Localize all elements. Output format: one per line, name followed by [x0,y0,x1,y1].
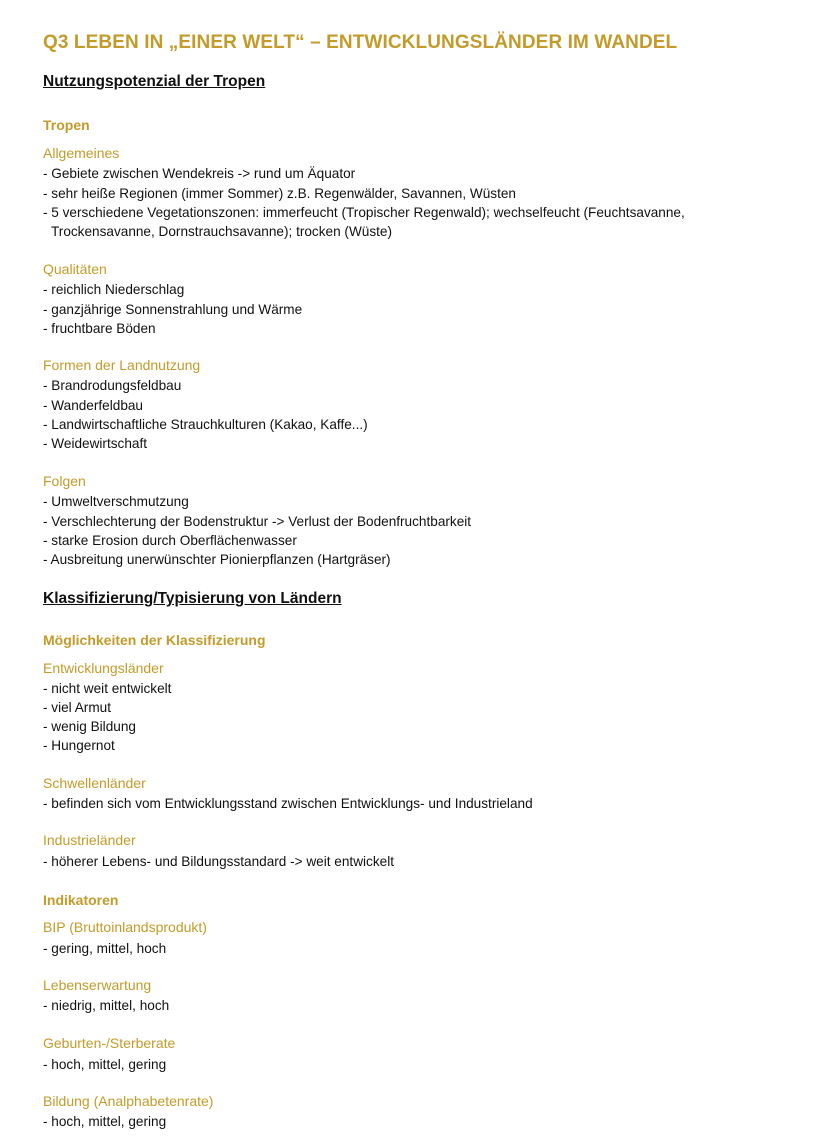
heading-bip: BIP (Bruttoinlandsprodukt) [43,919,207,935]
heading-allgemeines: Allgemeines [43,145,120,161]
list-item: - gering, mittel, hoch [43,941,167,956]
list-item: - hoch, mittel, gering [43,1057,167,1072]
list-item: - Hungernot [43,738,115,753]
heading-schwellenlaender: Schwellenländer [43,775,146,791]
heading-lebenserwartung: Lebenserwartung [43,977,152,993]
list-item: - Gebiete zwischen Wendekreis -> rund um Äquator [43,166,356,181]
heading-bildung: Bildung (Analphabetenrate) [43,1093,214,1109]
list-item: - Ausbreitung unerwünschter Pionierpflanzen (Hartgräser) [43,552,391,567]
list-item: - 5 verschiedene Vegetationszonen: immerfeucht (Tropischer Regenwald); wechselfeucht (Feuchtsavanne, [43,205,685,220]
list-item: - Wanderfeldbau [43,398,143,413]
list-item: - niedrig, mittel, hoch [43,998,170,1013]
section-title-klassifizierung: Klassifizierung/Typisierung von Ländern [43,590,342,607]
document-title: Q3 LEBEN IN „EINER WELT“ – ENTWICKLUNGSLÄNDER IM WANDEL [43,32,678,53]
section-title-tropen: Nutzungspotenzial der Tropen [43,73,266,90]
list-item: - wenig Bildung [43,719,136,734]
heading-landnutzung: Formen der Landnutzung [43,357,201,373]
list-item: - ganzjährige Sonnenstrahlung und Wärme [43,302,303,317]
list-item: - Brandrodungsfeldbau [43,378,182,393]
list-item: - hoch, mittel, gering [43,1114,167,1129]
subsection-tropen: Tropen [43,117,90,133]
list-item: - reichlich Niederschlag [43,282,185,297]
list-item: - Weidewirtschaft [43,436,147,451]
list-item: - starke Erosion durch Oberflächenwasser [43,533,297,548]
heading-qualitaeten: Qualitäten [43,261,107,277]
subsection-klassifizierung: Möglichkeiten der Klassifizierung [43,632,266,648]
heading-geburten: Geburten-/Sterberate [43,1035,176,1051]
heading-entwicklungslaender: Entwicklungsländer [43,660,164,676]
list-item: - Umweltverschmutzung [43,494,189,509]
list-item: - befinden sich vom Entwicklungsstand zwischen Entwicklungs- und Industrieland [43,796,533,811]
list-item: - nicht weit entwickelt [43,681,172,696]
list-item: - Verschlechterung der Bodenstruktur -> Verlust der Bodenfruchtbarkeit [43,514,472,529]
list-item: - fruchtbare Böden [43,321,156,336]
heading-folgen: Folgen [43,473,86,489]
list-item-continuation: Trockensavanne, Dornstrauchsavanne); trocken (Wüste) [51,224,392,239]
subsection-indikatoren: Indikatoren [43,892,119,908]
list-item: - höherer Lebens- und Bildungsstandard -> weit entwickelt [43,854,394,869]
list-item: - sehr heiße Regionen (immer Sommer) z.B. Regenwälder, Savannen, Wüsten [43,186,516,201]
list-item: - Landwirtschaftliche Strauchkulturen (Kakao, Kaffe...) [43,417,368,432]
heading-industrielaender: Industrieländer [43,832,136,848]
list-item: - viel Armut [43,700,111,715]
